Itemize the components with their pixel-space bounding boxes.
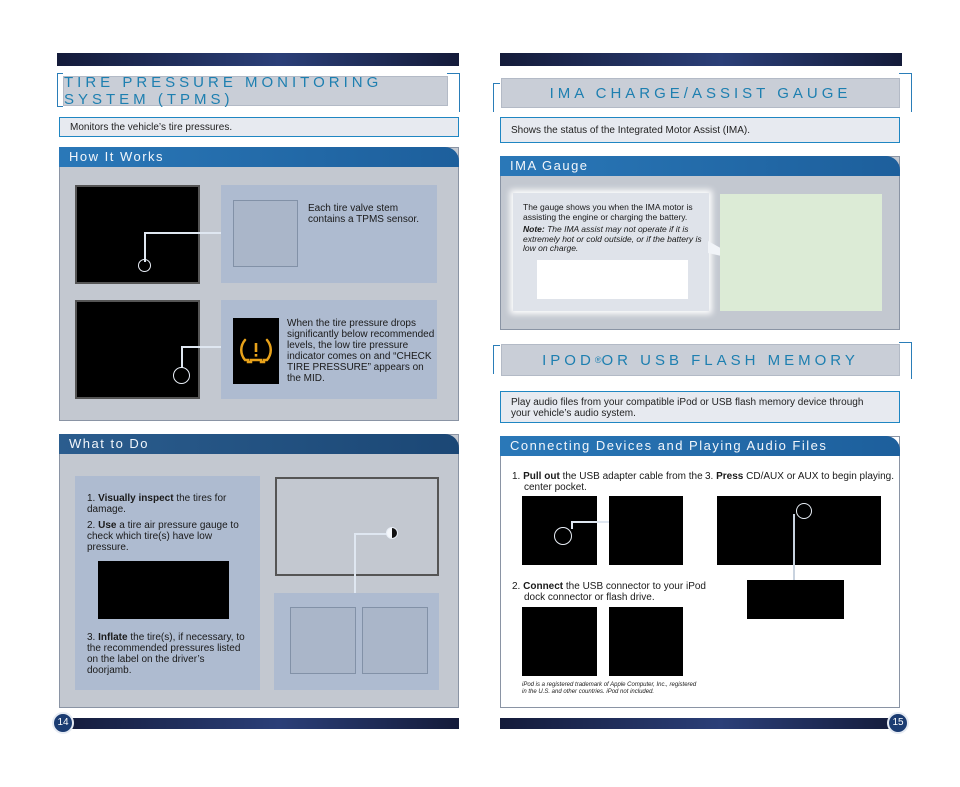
left-top-bar — [57, 53, 459, 66]
ima-gauge-tab — [500, 156, 900, 176]
right-title-bracket-left — [493, 83, 500, 112]
note-label: Note: — [523, 224, 545, 234]
pressure-gauge-photo — [98, 561, 229, 619]
tire-pressure-warning-icon — [233, 318, 279, 384]
callout-circle — [554, 527, 572, 545]
ipod-title-bracket-right — [899, 342, 912, 379]
step-3 — [87, 632, 249, 676]
ima-subtitle: Shows the status of the Integrated Motor Assist (IMA). — [511, 125, 750, 136]
ipod-trademark-footnote: iPod is a registered trademark of Apple Computer, Inc., registered in the U.S. and other countries. iPod not included. — [522, 682, 697, 695]
callout-circle-half — [386, 527, 398, 539]
ipod-dock-photo — [522, 607, 597, 676]
left-bottom-bar — [58, 718, 459, 729]
callout-circle — [138, 259, 151, 272]
ima-gauge-heading: IMA Gauge — [510, 158, 589, 173]
step-2 — [87, 520, 249, 553]
ipod-section-title — [501, 344, 900, 376]
connect-step-2 — [512, 581, 706, 603]
step-number: 1. — [512, 471, 521, 482]
tpms-title: TIRE PRESSURE MONITORING SYSTEM (TPMS) — [64, 74, 383, 108]
what-to-do-tab — [59, 434, 459, 454]
step-number: 2. — [512, 581, 521, 592]
right-title-bracket-right — [899, 73, 912, 112]
note-text: The IMA assist may not operate if it is extremely hot or cold outside, or if the battery is low on charge. — [523, 224, 702, 253]
step-action: Inflate — [98, 632, 128, 643]
tpms-sensor-caption: Each tire valve stem contains a TPMS sensor. — [308, 203, 419, 225]
page-number-left: 14 — [52, 712, 74, 734]
callout-line — [571, 521, 609, 523]
right-top-bar — [500, 53, 902, 66]
ima-gauge-text — [523, 203, 703, 254]
left-section-title — [63, 76, 448, 106]
ima-subtitle-bar — [500, 117, 900, 143]
ima-gauge-photo — [720, 194, 882, 311]
step-action: Visually inspect — [98, 493, 174, 504]
center-pocket-photo — [609, 496, 683, 565]
step-text: a tire air pressure gauge to check which tire(s) have low pressure. — [87, 520, 239, 553]
step-number: 3. — [705, 471, 714, 482]
left-title-bracket-tail — [459, 90, 470, 112]
step-action: Press — [716, 471, 744, 482]
right-bottom-bar — [500, 718, 901, 729]
what-to-do-heading: What to Do — [69, 436, 150, 451]
how-it-works-heading: How It Works — [69, 149, 165, 164]
flash-drive-photo — [609, 607, 683, 676]
tpms-subtitle-bar — [59, 117, 459, 137]
step-text: the tire(s), if necessary, to the recommended pressures listed on the label on the driver’s doorjamb. — [87, 632, 245, 676]
low-pressure-caption: When the tire pressure drops significantly below recommended levels, the low tire pressure indicator comes on and “CHECK TIRE PRESSURE” appears on the MID. — [287, 318, 435, 384]
tire-label-image — [362, 607, 428, 674]
callout-circle — [173, 367, 190, 384]
doorjamb-photo — [275, 477, 439, 576]
ipod-subtitle-bar — [500, 391, 900, 423]
step-number: 3. — [87, 632, 96, 643]
ipod-subtitle: Play audio files from your compatible iPod or USB flash memory device through your vehicle’s audio system. — [511, 397, 864, 419]
callout-line — [354, 533, 387, 535]
connect-step-1 — [512, 471, 706, 493]
ipod-title-a: IPOD — [542, 351, 595, 369]
tire-valve-photo — [75, 185, 200, 284]
connect-step-3 — [705, 471, 897, 482]
ima-gauge-note — [523, 225, 703, 254]
ima-gauge-display-image — [537, 260, 688, 299]
step-text: the USB adapter cable from the center pocket. — [524, 471, 703, 493]
callout-line — [144, 232, 221, 234]
step-text: CD/AUX or AUX to begin playing. — [743, 471, 895, 482]
step-number: 1. — [87, 493, 96, 504]
step-text: the tires for damage. — [87, 493, 227, 515]
tire-label-image — [290, 607, 356, 674]
ima-title: IMA CHARGE/ASSIST GAUGE — [549, 84, 852, 102]
ima-gauge-description: The gauge shows you when the IMA motor is assisting the engine or charging the battery. — [523, 202, 693, 222]
ipod-title-b: OR USB FLASH MEMORY — [601, 351, 859, 369]
how-it-works-tab — [59, 147, 459, 167]
step-1 — [87, 493, 249, 515]
callout-line — [793, 514, 795, 580]
aux-button-photo — [747, 580, 844, 619]
callout-line — [354, 533, 356, 593]
step-action: Use — [98, 520, 117, 531]
step-action: Pull out — [523, 471, 560, 482]
callout-line — [144, 232, 146, 262]
connecting-devices-heading: Connecting Devices and Playing Audio Files — [510, 438, 828, 453]
step-action: Connect — [523, 581, 564, 592]
callout-line — [181, 346, 183, 368]
ipod-title-bracket-left — [493, 345, 500, 374]
callout-circle — [796, 503, 812, 519]
registered-mark: ® — [594, 355, 602, 365]
callout-line — [181, 346, 221, 348]
right-section-title — [501, 78, 900, 108]
step-text: the USB connector to your iPod dock connector or flash drive. — [524, 581, 706, 603]
tpms-subtitle: Monitors the vehicle’s tire pressures. — [70, 122, 233, 133]
tpms-sensor-image — [233, 200, 298, 267]
connecting-devices-tab — [500, 436, 900, 456]
page-number-right: 15 — [887, 712, 909, 734]
step-number: 2. — [87, 520, 96, 531]
